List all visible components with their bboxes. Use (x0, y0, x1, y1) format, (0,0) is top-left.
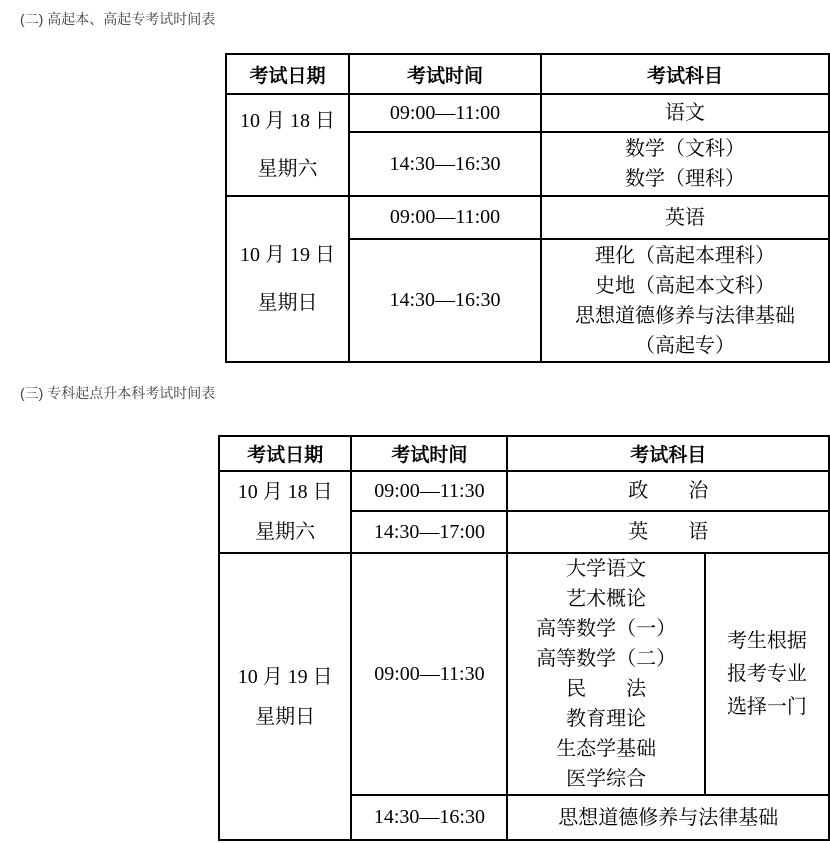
t1-date-oct19 (226, 196, 349, 362)
note-line: 考生根据 (726, 629, 807, 652)
subject-line: 艺术概论 (566, 588, 647, 610)
weekday-line: 星期日 (255, 705, 316, 728)
subject-line: 数学（文科） (625, 138, 745, 160)
subject-line: 生态学基础 (556, 738, 657, 760)
t1-row2-subject (541, 132, 829, 196)
date-line: 10 月 18 日 (237, 481, 333, 503)
weekday-line: 星期六 (257, 158, 318, 180)
t2-date-oct18 (219, 471, 351, 553)
t2-row3-time: 09:00—11:30 (351, 553, 507, 795)
subject-line: 理化（高起本理科） (595, 244, 775, 267)
exam-table-zhuanshengben (218, 435, 830, 841)
t2-row2-time: 14:30—17:00 (351, 511, 507, 553)
note-line: 选择一门 (726, 695, 807, 718)
weekday-line: 星期日 (257, 292, 318, 314)
t1-row1-time: 09:00—11:00 (349, 94, 541, 132)
t1-row4-time: 14:30—16:30 (349, 239, 541, 362)
subject-line: 高等数学（一） (536, 618, 677, 640)
subject-line: 史地（高起本文科） (595, 274, 775, 297)
subject-line: 英语 (665, 206, 705, 229)
date-line: 10 月 19 日 (237, 665, 333, 688)
t2-header-date: 考试日期 (219, 436, 351, 471)
subject-line: 英 语 (628, 521, 709, 544)
subject-line: 民 法 (566, 678, 647, 700)
t2-row3-note (705, 553, 829, 795)
t2-row3-subject-list (507, 553, 704, 795)
subject-line: 数学（理科） (625, 168, 745, 190)
subject-line: 思想道德修养与法律基础 (558, 806, 779, 829)
subject-line: 大学语文 (566, 558, 647, 580)
t1-header-date: 考试日期 (226, 54, 349, 94)
t1-header-subject: 考试科目 (541, 54, 829, 94)
t2-row4-time: 14:30—16:30 (351, 795, 507, 840)
note-line: 报考专业 (726, 662, 807, 685)
t2-header-time: 考试时间 (351, 436, 507, 471)
section-heading-zhuanshengben: (三) 专科起点升本科考试时间表 (20, 385, 216, 401)
subject-line: 政 治 (628, 480, 709, 503)
subject-line: 教育理论 (566, 708, 647, 730)
subject-line: 医学综合 (566, 768, 647, 790)
t2-row1-subject (507, 471, 829, 511)
t2-row2-subject (507, 511, 829, 553)
subject-line: （高起专） (635, 334, 735, 357)
subject-line: 高等数学（二） (536, 648, 677, 670)
t1-date-oct18 (226, 94, 349, 196)
t2-row1-time: 09:00—11:30 (351, 471, 507, 511)
exam-table-gaoqi (225, 53, 830, 363)
date-line: 10 月 19 日 (240, 244, 335, 266)
t1-row2-time: 14:30—16:30 (349, 132, 541, 196)
section-heading-gaoqi: (二) 高起本、高起专考试时间表 (20, 11, 216, 27)
t1-row3-subject (541, 196, 829, 239)
t1-header-time: 考试时间 (349, 54, 541, 94)
t1-row3-time: 09:00—11:00 (349, 196, 541, 239)
t2-row4-subject (507, 795, 829, 840)
t1-row1-subject (541, 94, 829, 132)
subject-line: 思想道德修养与法律基础 (575, 304, 795, 327)
t1-row4-subject (541, 239, 829, 362)
t2-date-oct19 (219, 553, 351, 840)
t2-header-subject: 考试科目 (507, 436, 829, 471)
subject-line: 语文 (665, 102, 705, 124)
date-line: 10 月 18 日 (240, 110, 335, 132)
weekday-line: 星期六 (255, 521, 316, 543)
